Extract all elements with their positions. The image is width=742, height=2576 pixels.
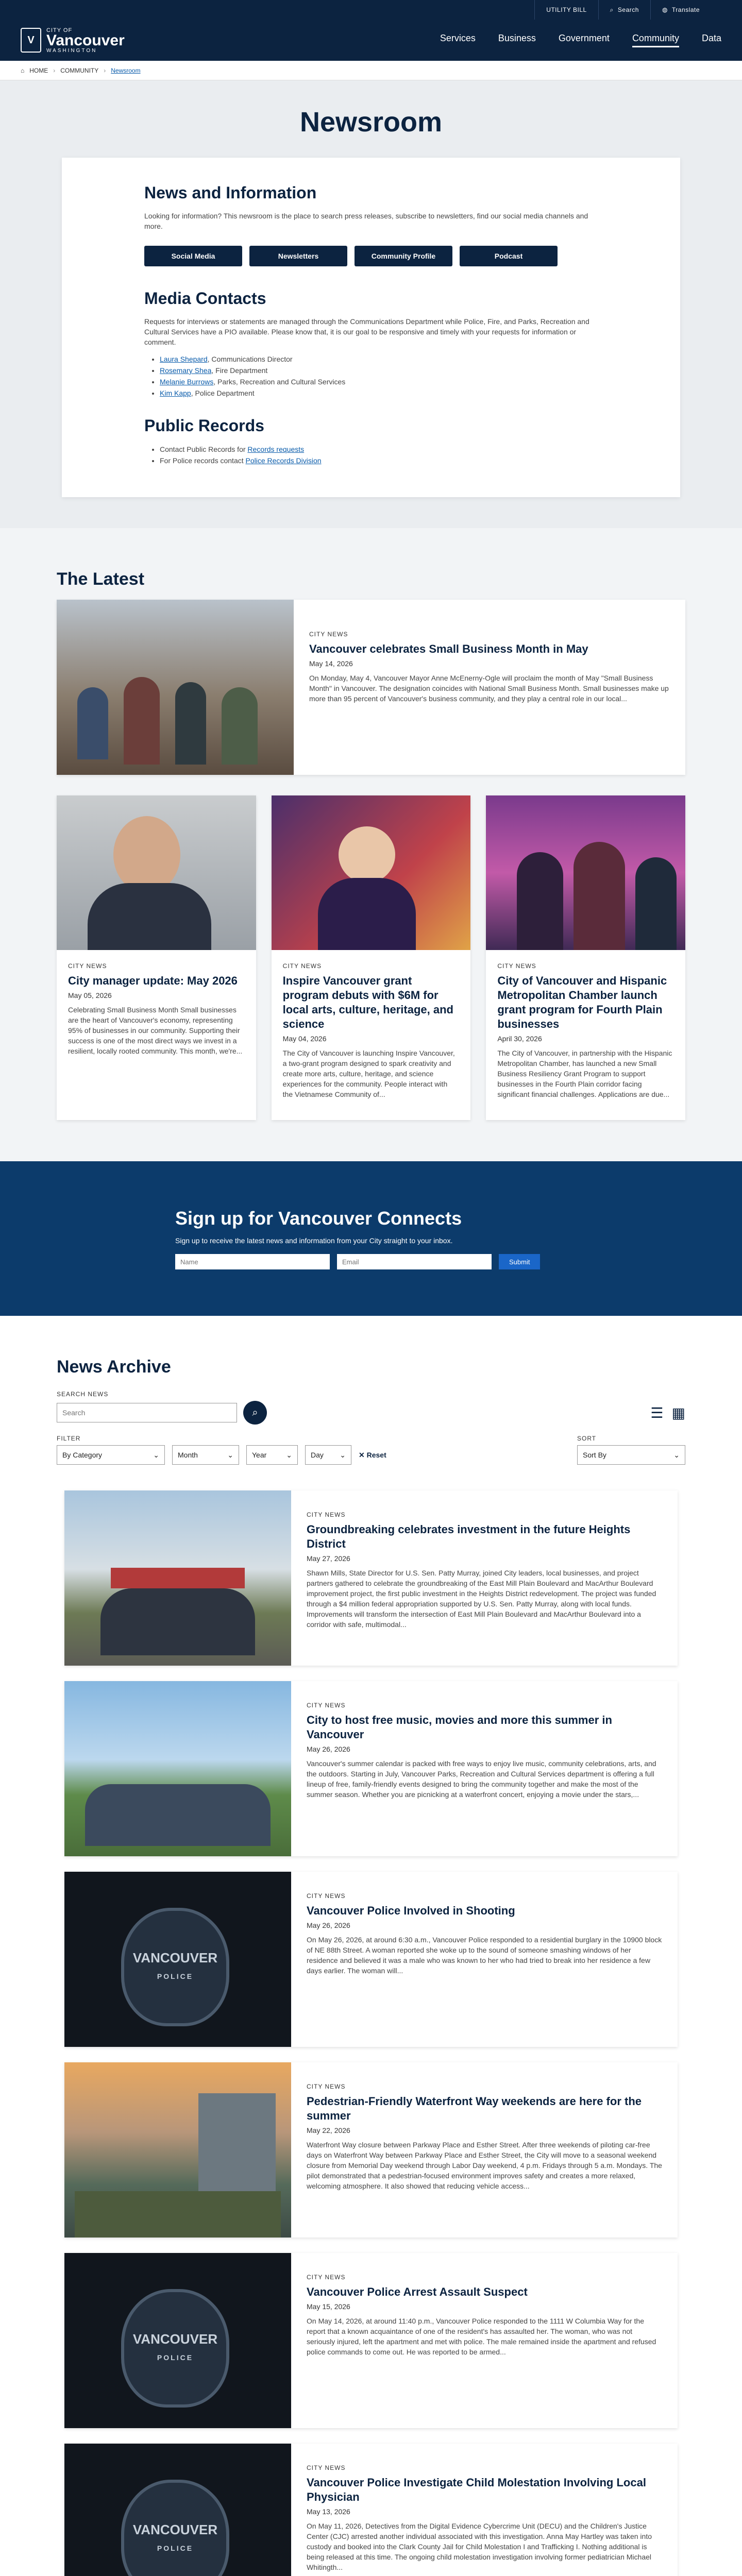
article-title: Vancouver Police Arrest Assault Suspect bbox=[307, 2285, 528, 2298]
article-title: Vancouver Police Involved in Shooting bbox=[307, 1904, 515, 1917]
logo-city: CITY OF bbox=[46, 27, 73, 33]
breadcrumb-home[interactable]: HOME bbox=[29, 66, 48, 74]
media-contacts-list bbox=[160, 353, 598, 399]
contact-link[interactable]: Laura Shepard bbox=[160, 355, 208, 363]
year-select[interactable] bbox=[246, 1445, 298, 1465]
contact-link[interactable]: Kim Kapp bbox=[160, 389, 191, 397]
chevron-down-icon: ⌄ bbox=[227, 1450, 233, 1459]
breadcrumb-separator-icon: › bbox=[104, 66, 106, 74]
article-date: May 13, 2026 bbox=[307, 2507, 350, 2516]
article-title: Inspire Vancouver grant program debuts with $6M for local arts, culture, heritage, and science bbox=[282, 974, 453, 1030]
main-nav bbox=[440, 33, 721, 47]
police-badge-icon: VANCOUVER POLICE bbox=[121, 1908, 229, 2026]
archive-item[interactable] bbox=[64, 2062, 678, 2238]
utility-bill-label: UTILITY BILL bbox=[546, 6, 587, 13]
breadcrumb-community[interactable]: COMMUNITY bbox=[60, 66, 99, 74]
latest-heading: The Latest bbox=[57, 569, 145, 589]
home-icon: ⌂ bbox=[21, 66, 25, 74]
police-badge-icon: VANCOUVER POLICE bbox=[121, 2480, 229, 2576]
article-excerpt: On May 11, 2026, Detectives from the Digital Evidence Cybercrime Unit (DECU) and the Children's Justice Center (CJC) arrested another individual associated with this investigation. Anna May Hartley was taken into custody and booked into the Clark County Jail for Child Molestation I and Trafficking I. Nothing additional is being released at this time. The ongoing child molestation investigation involving former pediatrician Michael Whitingth... bbox=[307, 2522, 652, 2571]
email-field[interactable] bbox=[337, 1254, 492, 1269]
article-tag: CITY NEWS bbox=[307, 1892, 346, 1900]
article-excerpt: The City of Vancouver is launching Inspire Vancouver, a two-grant program designed to spark creativity and create more arts, culture, heritage, and science experiences for the community. People interact with the Vietnamese Community of... bbox=[282, 1049, 455, 1098]
newsletter-signup bbox=[0, 1161, 742, 1316]
article-excerpt: The City of Vancouver, in partnership with the Hispanic Metropolitan Chamber, has launched a new Small Business Resiliency Grant Program to support businesses in the Fourth Plain corridor facing significant financial challenges. Applications are due... bbox=[497, 1049, 672, 1098]
day-select[interactable] bbox=[305, 1445, 351, 1465]
view-toggle bbox=[650, 1404, 685, 1421]
search-label: Search bbox=[617, 6, 639, 13]
article-title: Groundbreaking celebrates investment in the future Heights District bbox=[307, 1523, 631, 1550]
article-excerpt: Celebrating Small Business Month Small businesses are the heart of Vancouver's economy, representing 95% of businesses in our community. Supporting their success is one of the most direct ways we invest in a resilient, locally rooted community. This month, we're... bbox=[68, 1006, 243, 1055]
article-title: City to host free music, movies and more this summer in Vancouver bbox=[307, 1714, 612, 1741]
article-date: May 15, 2026 bbox=[307, 2302, 350, 2311]
latest-card[interactable] bbox=[486, 795, 685, 1120]
news-info-heading: News and Information bbox=[144, 183, 317, 202]
latest-grid bbox=[57, 795, 685, 1120]
article-image bbox=[64, 2062, 291, 2238]
article-image bbox=[64, 1872, 291, 2047]
search-icon: ⌕ bbox=[252, 1406, 258, 1418]
article-tag: CITY NEWS bbox=[307, 2274, 346, 2281]
search-news-label: SEARCH NEWS bbox=[57, 1391, 109, 1398]
category-select[interactable] bbox=[57, 1445, 165, 1465]
article-excerpt: On May 14, 2026, at around 11:40 p.m., Vancouver Police responded to the 1111 W Columbia Way for the report that a known acquaintance of one of the resident's has assaulted her. The woman, who was not seriously injured, left the apartment and met with police. The male remained inside the apartment and refused police commands to come out. He was reported to be armed... bbox=[307, 2317, 656, 2356]
public-records-list bbox=[160, 444, 598, 466]
archive-item[interactable] bbox=[64, 2253, 678, 2428]
logo-state: WASHINGTON bbox=[46, 47, 97, 54]
select-value: Year bbox=[252, 1451, 267, 1459]
select-value: Day bbox=[311, 1451, 324, 1459]
logo-mark-icon: V bbox=[21, 28, 41, 53]
chevron-down-icon: ⌄ bbox=[153, 1450, 159, 1459]
archive-list bbox=[57, 1490, 685, 2576]
article-date: May 14, 2026 bbox=[309, 659, 353, 668]
card-image bbox=[486, 795, 685, 950]
nav-services[interactable]: Services bbox=[440, 33, 476, 43]
media-contacts-text: Requests for interviews or statements are managed through the Communications Department while Police, Fire, and Parks, Recreation and Cultural Services have a PIO available. Please know that, it is our goal to be responsive and timely with your requests for information or comment. bbox=[144, 317, 589, 346]
list-item bbox=[160, 376, 598, 387]
police-badge-icon: VANCOUVER POLICE bbox=[121, 2289, 229, 2408]
police-records-link[interactable]: Police Records Division bbox=[245, 456, 322, 465]
select-value: Month bbox=[178, 1451, 198, 1459]
name-field[interactable] bbox=[175, 1254, 330, 1269]
select-value: Sort By bbox=[583, 1451, 606, 1459]
translate-link[interactable] bbox=[650, 0, 711, 20]
contact-role: , Communications Director bbox=[207, 355, 293, 363]
contact-role: , Fire Department bbox=[211, 366, 268, 375]
list-item bbox=[160, 455, 598, 466]
archive-heading: News Archive bbox=[57, 1357, 171, 1377]
records-link[interactable]: Records requests bbox=[247, 445, 305, 453]
contact-link[interactable]: Rosemary Shea bbox=[160, 366, 212, 375]
sort-label: SORT bbox=[577, 1435, 597, 1442]
utility-bar bbox=[0, 0, 742, 20]
public-records-heading: Public Records bbox=[144, 416, 264, 435]
archive-item[interactable] bbox=[64, 1490, 678, 1666]
grid-view-icon[interactable]: ▦ bbox=[671, 1404, 685, 1421]
info-card bbox=[62, 158, 680, 497]
signup-form bbox=[175, 1254, 742, 1269]
breadcrumb-current: Newsroom bbox=[111, 66, 141, 74]
article-title: Vancouver Police Investigate Child Molestation Involving Local Physician bbox=[307, 2476, 646, 2503]
contact-link[interactable]: Melanie Burrows bbox=[160, 378, 214, 386]
article-image bbox=[64, 1490, 291, 1666]
media-contacts-heading: Media Contacts bbox=[144, 289, 266, 308]
article-tag: CITY NEWS bbox=[307, 1511, 346, 1518]
article-excerpt: On Monday, May 4, Vancouver Mayor Anne McEnerny-Ogle will proclaim the month of May "Small Business Month" in Vancouver. The designation coincides with National Small Business Month. Small businesses make up more than 95 percent of Vancouver's business community, and they play a central role in our local... bbox=[309, 674, 669, 703]
article-excerpt: Vancouver's summer calendar is packed with free ways to enjoy live music, community celebrations, arts, and the outdoors. Starting in July, Vancouver Parks, Recreation and Cultural Services department is offering a full lineup of free, family-friendly events designed to bring the community together and make the most of the summer season. Whether you are picnicking at a waterfront concert, enjoying a movie under the stars,... bbox=[307, 1759, 656, 1799]
hero bbox=[0, 80, 742, 528]
newsletters-button[interactable]: Newsletters bbox=[249, 246, 347, 266]
news-info-text: Looking for information? This newsroom is the place to search press releases, subscribe to newsletters, find our social media channels and more. bbox=[144, 212, 588, 230]
article-tag: CITY NEWS bbox=[282, 962, 322, 970]
archive-item[interactable] bbox=[64, 2444, 678, 2576]
search-button[interactable] bbox=[243, 1401, 267, 1425]
article-image bbox=[64, 1681, 291, 1856]
article-tag: CITY NEWS bbox=[309, 631, 348, 638]
submit-button[interactable]: Submit bbox=[499, 1254, 540, 1269]
article-date: May 05, 2026 bbox=[68, 991, 112, 999]
filter-label: FILTER bbox=[57, 1435, 81, 1442]
list-item bbox=[160, 444, 598, 455]
page-title: Newsroom bbox=[299, 107, 443, 138]
contact-role: , Parks, Recreation and Cultural Services bbox=[213, 378, 346, 386]
translate-label: Translate bbox=[671, 6, 700, 13]
month-select[interactable] bbox=[172, 1445, 239, 1465]
news-archive bbox=[0, 1316, 742, 2576]
breadcrumb-separator-icon: › bbox=[53, 66, 56, 74]
podcast-button[interactable]: Podcast bbox=[460, 246, 558, 266]
chevron-down-icon: ⌄ bbox=[286, 1450, 292, 1459]
chevron-down-icon: ⌄ bbox=[340, 1450, 346, 1459]
article-title: Pedestrian-Friendly Waterfront Way weekends are here for the summer bbox=[307, 2095, 642, 2122]
archive-item[interactable] bbox=[64, 1872, 678, 2047]
latest-section bbox=[0, 528, 742, 1161]
globe-icon: ◍ bbox=[662, 6, 668, 13]
reset-label: Reset bbox=[366, 1450, 386, 1459]
signup-text: Sign up to receive the latest news and information from your City straight to your inbox. bbox=[175, 1236, 453, 1245]
records-text: Contact Public Records for bbox=[160, 445, 248, 453]
community-profile-button[interactable]: Community Profile bbox=[355, 246, 452, 266]
article-image bbox=[64, 2444, 291, 2576]
article-title: Vancouver celebrates Small Business Month in May bbox=[309, 642, 588, 655]
article-tag: CITY NEWS bbox=[307, 2083, 346, 2090]
site-header bbox=[0, 20, 742, 61]
article-date: May 22, 2026 bbox=[307, 2126, 350, 2134]
social-media-button[interactable]: Social Media bbox=[144, 246, 242, 266]
feature-article[interactable] bbox=[57, 600, 685, 775]
article-date: May 26, 2026 bbox=[307, 1745, 350, 1753]
article-excerpt: On May 26, 2026, at around 6:30 a.m., Vancouver Police responded to a residential burglary in the 10900 block of NE 88th Street. A woman reported she woke up to the sound of someone smashing windows of her residence and believed it was a male who was known to her who had tried to break into her residence a few days earlier. The woman will... bbox=[307, 1936, 662, 1975]
card-image bbox=[272, 795, 471, 950]
search-link[interactable] bbox=[598, 0, 650, 20]
breadcrumb bbox=[0, 61, 742, 80]
utility-bill-link[interactable] bbox=[534, 0, 598, 20]
logo-name: Vancouver bbox=[46, 31, 125, 49]
sort-select[interactable] bbox=[577, 1445, 685, 1465]
nav-data[interactable]: Data bbox=[701, 33, 721, 43]
article-image bbox=[64, 2253, 291, 2428]
list-item bbox=[160, 387, 598, 399]
site-logo[interactable] bbox=[21, 27, 125, 54]
article-title: City manager update: May 2026 bbox=[68, 974, 238, 987]
contact-role: , Police Department bbox=[191, 389, 255, 397]
signup-heading: Sign up for Vancouver Connects bbox=[175, 1208, 462, 1229]
article-date: May 04, 2026 bbox=[282, 1035, 327, 1043]
select-value: By Category bbox=[62, 1451, 103, 1459]
article-date: May 27, 2026 bbox=[307, 1554, 350, 1563]
list-item bbox=[160, 353, 598, 365]
records-text: For Police records contact bbox=[160, 456, 246, 465]
filter-bar bbox=[57, 1435, 685, 1465]
reset-button[interactable]: ✕ Reset bbox=[359, 1450, 386, 1459]
feature-image bbox=[57, 600, 294, 775]
article-tag: CITY NEWS bbox=[497, 962, 536, 970]
nav-business[interactable]: Business bbox=[498, 33, 536, 43]
nav-community[interactable]: Community bbox=[632, 33, 679, 47]
nav-government[interactable]: Government bbox=[558, 33, 610, 43]
article-title: City of Vancouver and Hispanic Metropolitan Chamber launch grant program for Fourth Plain businesses bbox=[497, 974, 667, 1030]
latest-card[interactable] bbox=[272, 795, 471, 1120]
article-date: April 30, 2026 bbox=[497, 1035, 542, 1043]
article-tag: CITY NEWS bbox=[307, 1702, 346, 1709]
list-item bbox=[160, 365, 598, 376]
search-icon: ⌕ bbox=[610, 6, 614, 13]
article-tag: CITY NEWS bbox=[68, 962, 107, 970]
latest-card[interactable] bbox=[57, 795, 256, 1120]
chevron-down-icon: ⌄ bbox=[673, 1450, 680, 1459]
search-input[interactable] bbox=[57, 1403, 237, 1422]
article-date: May 26, 2026 bbox=[307, 1921, 350, 1929]
card-image bbox=[57, 795, 256, 950]
article-excerpt: Waterfront Way closure between Parkway Place and Esther Street. After three weekends of piloting car-free days on Waterfront Way between Parkway Place and Esther Street, the City will move to a seasonal weekend closure from Memorial Day weekend through Labor Day weekend, 4 p.m. Fridays through 5 a.m. Mondays. The pilot demonstrated that a pedestrian-focused environment improves safety and creates a more relaxed, welcoming atmosphere. It also showed that reducing vehicle access... bbox=[307, 2141, 662, 2190]
article-tag: CITY NEWS bbox=[307, 2464, 346, 2471]
article-excerpt: Shawn Mills, State Director for U.S. Sen. Patty Murray, joined City leaders, local businesses, and project partners gathered to celebrate the groundbreaking of the East Mill Plain Boulevard and MacArthur Boulevard improvement project, the first public investment in the Heights District redevelopment. The project was funded through a $4 million federal appropriation supported by U.S. Sen. Patty Murray, along with local funds. Improvements will transform the intersection of East Mill Plain Boulevard and MacArthur Boulevard into a corridor with safe, multimodal... bbox=[307, 1569, 656, 1629]
list-view-icon[interactable]: ☰ bbox=[650, 1404, 664, 1421]
archive-item[interactable] bbox=[64, 1681, 678, 1856]
